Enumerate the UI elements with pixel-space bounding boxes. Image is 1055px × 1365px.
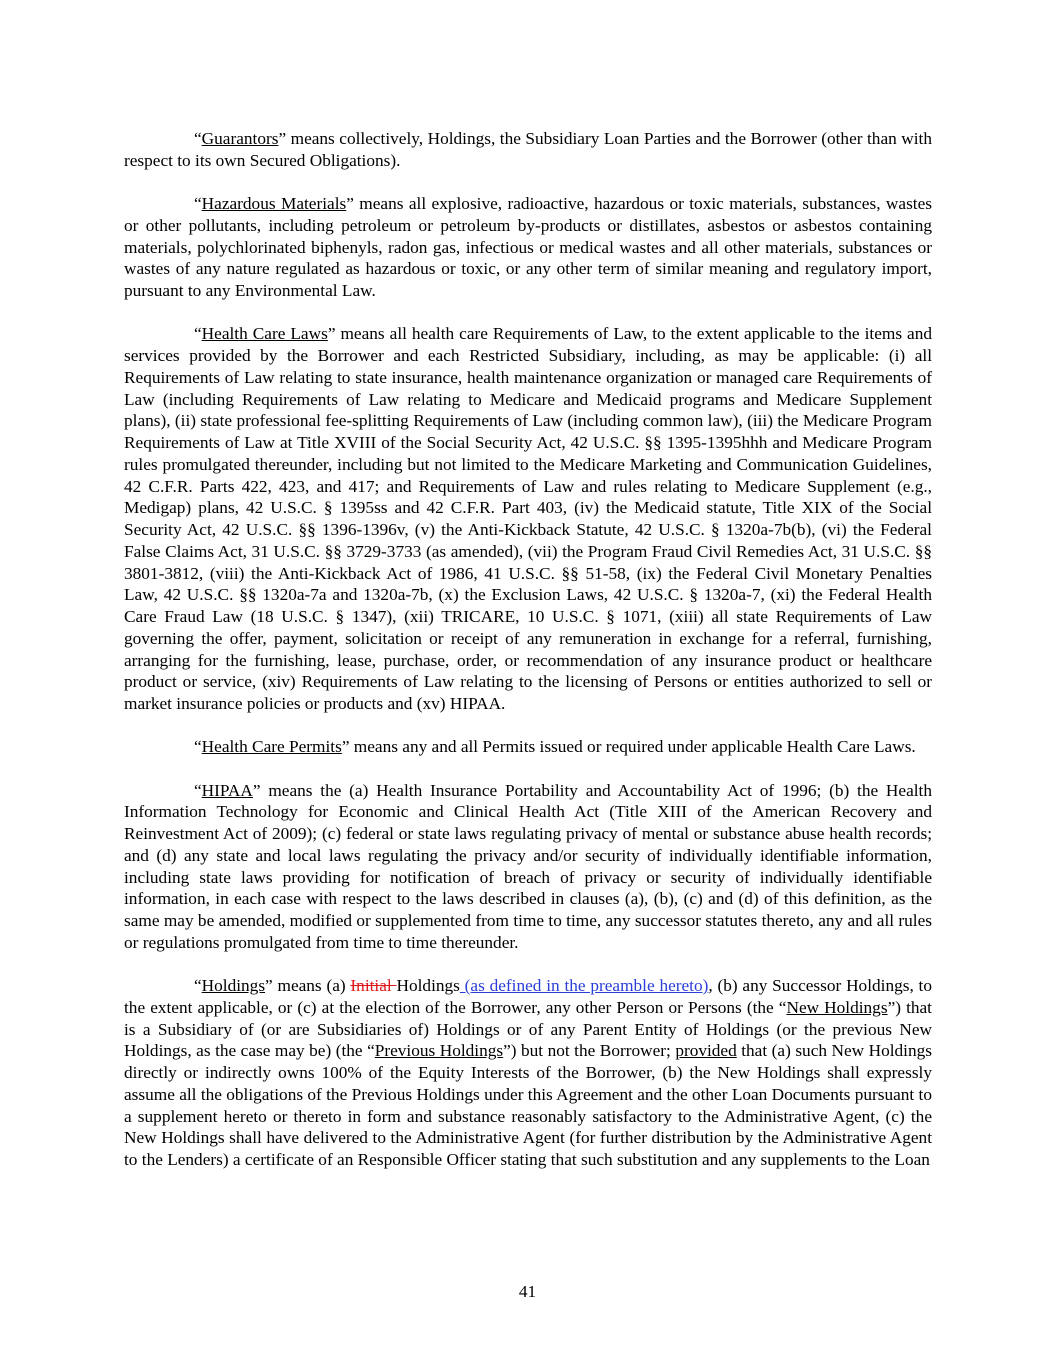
text-run: ” means (a) [265, 976, 351, 995]
text-run: “ [194, 324, 202, 344]
definition-paragraph [124, 780, 932, 954]
text-run: ” means all health care Requirements of Law, to the extent applicable to the items and services provided by the Borrower and each Restricted Subsidiary, including, as may be applicable: (i) all Requirements of Law relating to state insurance, health maintenance organization or managed care Requirements of Law (including Requirements of Law relating to Medicare and Medicaid programs and Medicare Supplement plans), (ii) state professional fee-splitting Requirements of Law (including common law), (iii) the Medicare Program Requirements of Law at Title XVIII of the Social Security Act, 42 U.S.C. §§ 1395-1395hhh and Medicare Program rules promulgated thereunder, including but not limited to the Medicare Marketing and Communication Guidelines, 42 C.F.R. Parts 422, 423, and 417; and Requirements of Law and rules relating to Medicare Supplement (e.g., Medigap) plans, 42 U.S.C. § 1395ss and 42 C.F.R. Part 403, (iv) the Medicaid statute, Title XIX of the Social Security Act, 42 U.S.C. §§ 1396-1396v, (v) the Anti-Kickback Statute, 42 U.S.C. § 1320a-7b(b), (vi) the Federal False Claims Act, 31 U.S.C. §§ 3729-3733 (as amended), (vii) the Program Fraud Civil Remedies Act, 31 U.S.C. §§ 3801-3812, (viii) the Anti-Kickback Act of 1986, 41 U.S.C. §§ 51-58, (ix) the Federal Civil Monetary Penalties Law, 42 U.S.C. §§ 1320a-7a and 1320a-7b, (x) the Exclusion Laws, 42 U.S.C. § 1320a-7, (xi) the Federal Health Care Fraud Law (18 U.S.C. § 1347), (xii) TRICARE, 10 U.S.C. § 1071, (xiii) all state Requirements of Law governing the offer, payment, solicitation or receipt of any remuneration in exchange for a referral, furnishing, arranging for the furnishing, lease, purchase, order, or recommendation of any insurance product or healthcare product or service, (xiv) Requirements of Law relating to the licensing of Persons or entities authorized to sell or market insurance policies or products and (xv) HIPAA. [124, 324, 932, 713]
defined-term: HIPAA [201, 780, 253, 800]
definition-paragraph [124, 975, 932, 1171]
text-run: ” means the (a) Health Insurance Portability and Accountability Act of 1996; (b) the Health Information Technology for Economic and Clinical Health Act (Title XIII of the American Recovery and Reinvestment Act of 2009); (c) federal or state laws regulating privacy of mental or substance abuse health records; and (d) any state and local laws regulating the privacy and/or security of individually identifiable information, including state laws providing for notification of breach of privacy or security of individually identifiable information, in each case with respect to the laws described in clauses (a), (b), (c) and (d) of this definition, as the same may be amended, modified or supplemented from time to time, any successor statutes thereto, any and all rules or regulations promulgated from time to time thereunder. [124, 780, 932, 952]
text-run: ” means any and all Permits issued or required under applicable Health Care Laws. [341, 737, 916, 757]
defined-term: Hazardous Materials [201, 194, 347, 213]
defined-term: Holdings [201, 976, 266, 995]
document-body [124, 128, 932, 1192]
text-run: “ [194, 780, 202, 800]
text-run: ”) but not the Borrower; [503, 1041, 676, 1061]
text-run: “ [194, 737, 202, 757]
defined-term: New Holdings [786, 997, 888, 1017]
inserted-text: (as defined in the preamble hereto) [459, 976, 709, 995]
text-run: that (a) such New Holdings directly or indirectly owns 100% of the Equity Interests of the Borrower, (b) the New Holdings shall expressly assume all the obligations of the Previous Holdings under this Agreement and the other Loan Documents pursuant to a supplement hereto or thereto in form and substance reasonably satisfactory to the Administrative Agent, (c) the New Holdings shall have delivered to the Administrative Agent (for further distribution by the Administrative Agent to the Lenders) a certificate of an Responsible Officer stating that such substitution and any supplements to the Loan [124, 1041, 932, 1169]
definition-paragraph [124, 193, 932, 302]
text-run: ”) that is a Subsidiary of (or are Subsidiaries of) Holdings or of any Parent Entity of Holdings (or the previous New Holdings, as the case may be) (the “ [124, 997, 932, 1061]
text-run: “ [194, 976, 202, 995]
defined-term: Health Care Laws [201, 324, 328, 344]
definition-paragraph [124, 736, 932, 758]
text-run: “ [194, 194, 202, 213]
defined-term: Previous Holdings [374, 1041, 504, 1061]
deleted-text: Initial [350, 976, 397, 995]
text-run: ” means all explosive, radioactive, hazardous or toxic materials, substances, wastes or other pollutants, including petroleum or petroleum by-products or distillates, asbestos or asbestos containing materials, polychlorinated biphenyls, radon gas, infectious or medical wastes and all other materials, substances or wastes of any nature regulated as hazardous or toxic, or any other term of similar meaning and regulatory import, pursuant to any Environmental Law. [124, 194, 932, 300]
text-run: ” means collectively, Holdings, the Subsidiary Loan Parties and the Borrower (other than with respect to its own Secured Obligations). [124, 129, 932, 170]
defined-term: Guarantors [201, 129, 279, 148]
definition-paragraph [124, 323, 932, 715]
defined-term: provided [675, 1041, 737, 1061]
text-run: , (b) any Successor Holdings, to the extent applicable, or (c) at the election of the Borrower, any other Person or Persons (the “ [124, 976, 932, 1017]
definition-paragraph [124, 128, 932, 172]
text-run: “ [194, 129, 202, 148]
defined-term: Health Care Permits [201, 737, 342, 757]
text-run: Holdings [396, 976, 460, 995]
page-number: 41 [518, 1282, 537, 1301]
